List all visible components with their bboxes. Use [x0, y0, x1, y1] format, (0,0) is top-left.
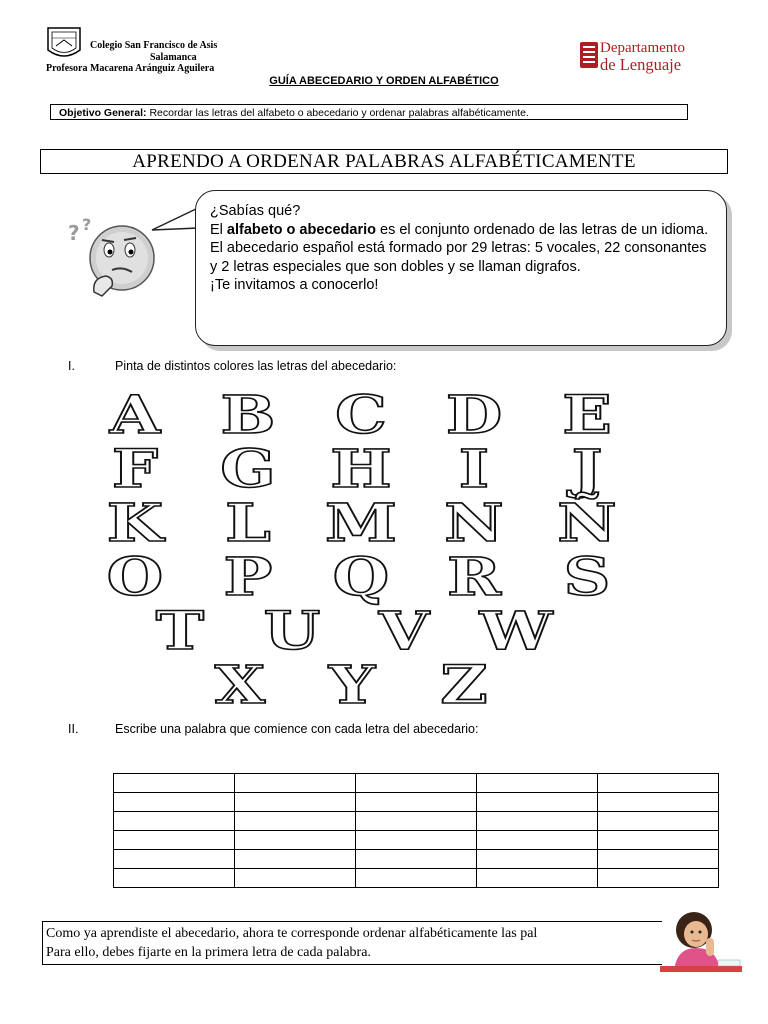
word-table-cell[interactable]: [114, 812, 235, 831]
svg-text:?: ?: [82, 215, 92, 234]
word-table-cell[interactable]: [598, 831, 719, 850]
bubble-invitation: ¡Te invitamos a conocerlo!: [210, 277, 379, 293]
section-2-instruction: Escribe una palabra que comience con cada letra del abecedario:: [115, 722, 479, 736]
alphabet-letter-y: Y: [328, 654, 376, 715]
word-table-cell[interactable]: [477, 812, 598, 831]
alphabet-letter-u: U: [263, 600, 321, 662]
word-table-cell[interactable]: [356, 869, 477, 888]
alphabet-letter-v: V: [378, 600, 430, 662]
word-table-cell[interactable]: [114, 793, 235, 812]
alphabet-letter-c: C: [335, 385, 387, 446]
word-table-cell[interactable]: [477, 850, 598, 869]
alphabet-letter-x: X: [214, 654, 266, 715]
info-speech-bubble: [195, 190, 727, 346]
thinking-girl-illustration: [658, 908, 744, 974]
word-table-row: [114, 831, 719, 850]
alphabet-letter-h: H: [330, 438, 392, 500]
closing-instruction-box: [42, 921, 662, 965]
thinking-face-icon: [62, 212, 158, 300]
alphabet-letter-i: I: [458, 438, 490, 500]
alphabet-letter-e: E: [562, 385, 612, 446]
objective-label: Objetivo General:: [59, 107, 147, 119]
section-1-instruction: Pinta de distintos colores las letras del abecedario:: [115, 359, 397, 373]
alphabet-letter-r: R: [446, 546, 502, 608]
word-table-cell[interactable]: [114, 831, 235, 850]
alphabet-outline-letters: [80, 385, 660, 715]
word-table-row: [114, 793, 719, 812]
alphabet-letter-f: F: [111, 438, 159, 500]
alphabet-letter-m: M: [325, 492, 397, 554]
closing-line-2: Para ello, debes fijarte en la primera letra de cada palabra.: [46, 945, 371, 960]
word-table-cell[interactable]: [477, 774, 598, 793]
word-table-cell[interactable]: [356, 793, 477, 812]
section-2-numeral: II.: [68, 722, 79, 736]
department-name: Departamento de Lenguaje: [600, 40, 685, 74]
word-table-cell[interactable]: [356, 774, 477, 793]
school-crest-logo: [46, 26, 82, 62]
word-table-cell[interactable]: [477, 831, 598, 850]
alphabet-letter-k: K: [106, 492, 164, 554]
guide-title: GUÍA ABECEDARIO Y ORDEN ALFABÉTICO: [269, 75, 499, 87]
word-table-cell[interactable]: [598, 850, 719, 869]
speech-bubble-tail: [150, 200, 200, 240]
word-table-cell[interactable]: [477, 793, 598, 812]
alphabet-letter-w: W: [479, 600, 553, 662]
word-table-cell[interactable]: [114, 774, 235, 793]
word-writing-table: [113, 773, 719, 888]
word-table-cell[interactable]: [114, 850, 235, 869]
word-table-cell[interactable]: [598, 812, 719, 831]
word-table-row: [114, 812, 719, 831]
main-heading: APRENDO A ORDENAR PALABRAS ALFABÉTICAMENTE: [40, 149, 728, 174]
word-table-cell[interactable]: [598, 869, 719, 888]
svg-text:?: ?: [68, 221, 80, 245]
alphabet-letter-d: D: [445, 385, 503, 446]
objective-box: [50, 104, 688, 120]
alphabet-letter-p: P: [223, 546, 273, 608]
word-table-cell[interactable]: [356, 831, 477, 850]
word-table-cell[interactable]: [235, 774, 356, 793]
school-city: Salamanca: [150, 52, 197, 63]
alphabet-letter-s: S: [563, 546, 611, 608]
word-table-row: [114, 869, 719, 888]
school-name: Colegio San Francisco de Asis: [90, 40, 218, 51]
alphabet-letter-n: N: [444, 492, 504, 554]
alphabet-letter-a: A: [109, 385, 161, 446]
word-table-row: [114, 850, 719, 869]
word-table-cell[interactable]: [356, 850, 477, 869]
word-table-cell[interactable]: [356, 812, 477, 831]
alphabet-letter-q: Q: [332, 546, 390, 608]
objective-text: Recordar las letras del alfabeto o abecedario y ordenar palabras alfabéticamente.: [146, 107, 529, 119]
alphabet-letter-l: L: [225, 492, 271, 554]
word-table-cell[interactable]: [598, 774, 719, 793]
alphabet-letter-g: G: [220, 438, 276, 500]
word-table-cell[interactable]: [235, 850, 356, 869]
word-table-cell[interactable]: [598, 793, 719, 812]
word-table-cell[interactable]: [235, 793, 356, 812]
section-1-numeral: I.: [68, 359, 75, 373]
word-table-row: [114, 774, 719, 793]
word-table-cell[interactable]: [235, 869, 356, 888]
alphabet-letter-o: O: [106, 546, 164, 608]
alphabet-letter-b: B: [220, 385, 276, 446]
teacher-name: Profesora Macarena Aránguiz Aguilera: [46, 63, 215, 74]
word-table-cell[interactable]: [477, 869, 598, 888]
closing-line-1: Como ya aprendiste el abecedario, ahora te corresponde ordenar alfabéticamente las pal: [46, 926, 538, 941]
word-table-cell[interactable]: [114, 869, 235, 888]
alphabet-letter-ñ: Ñ: [557, 492, 617, 554]
alphabet-letter-t: T: [155, 600, 205, 662]
alphabet-letter-z: Z: [440, 654, 488, 715]
department-logo-icon: [580, 42, 598, 68]
word-table-cell[interactable]: [235, 812, 356, 831]
alphabet-letter-j: J: [571, 438, 603, 500]
bubble-definition: El alfabeto o abecedario es el conjunto ordenado de las letras de un idioma.: [210, 221, 709, 238]
bubble-question: ¿Sabías qué?: [210, 203, 301, 219]
word-table-cell[interactable]: [235, 831, 356, 850]
bubble-letter-count: El abecedario español está formado por 29 letras: 5 vocales, 22 consonantes y 2 letras especiales que son dobles y se llaman digrafos.: [210, 240, 707, 275]
